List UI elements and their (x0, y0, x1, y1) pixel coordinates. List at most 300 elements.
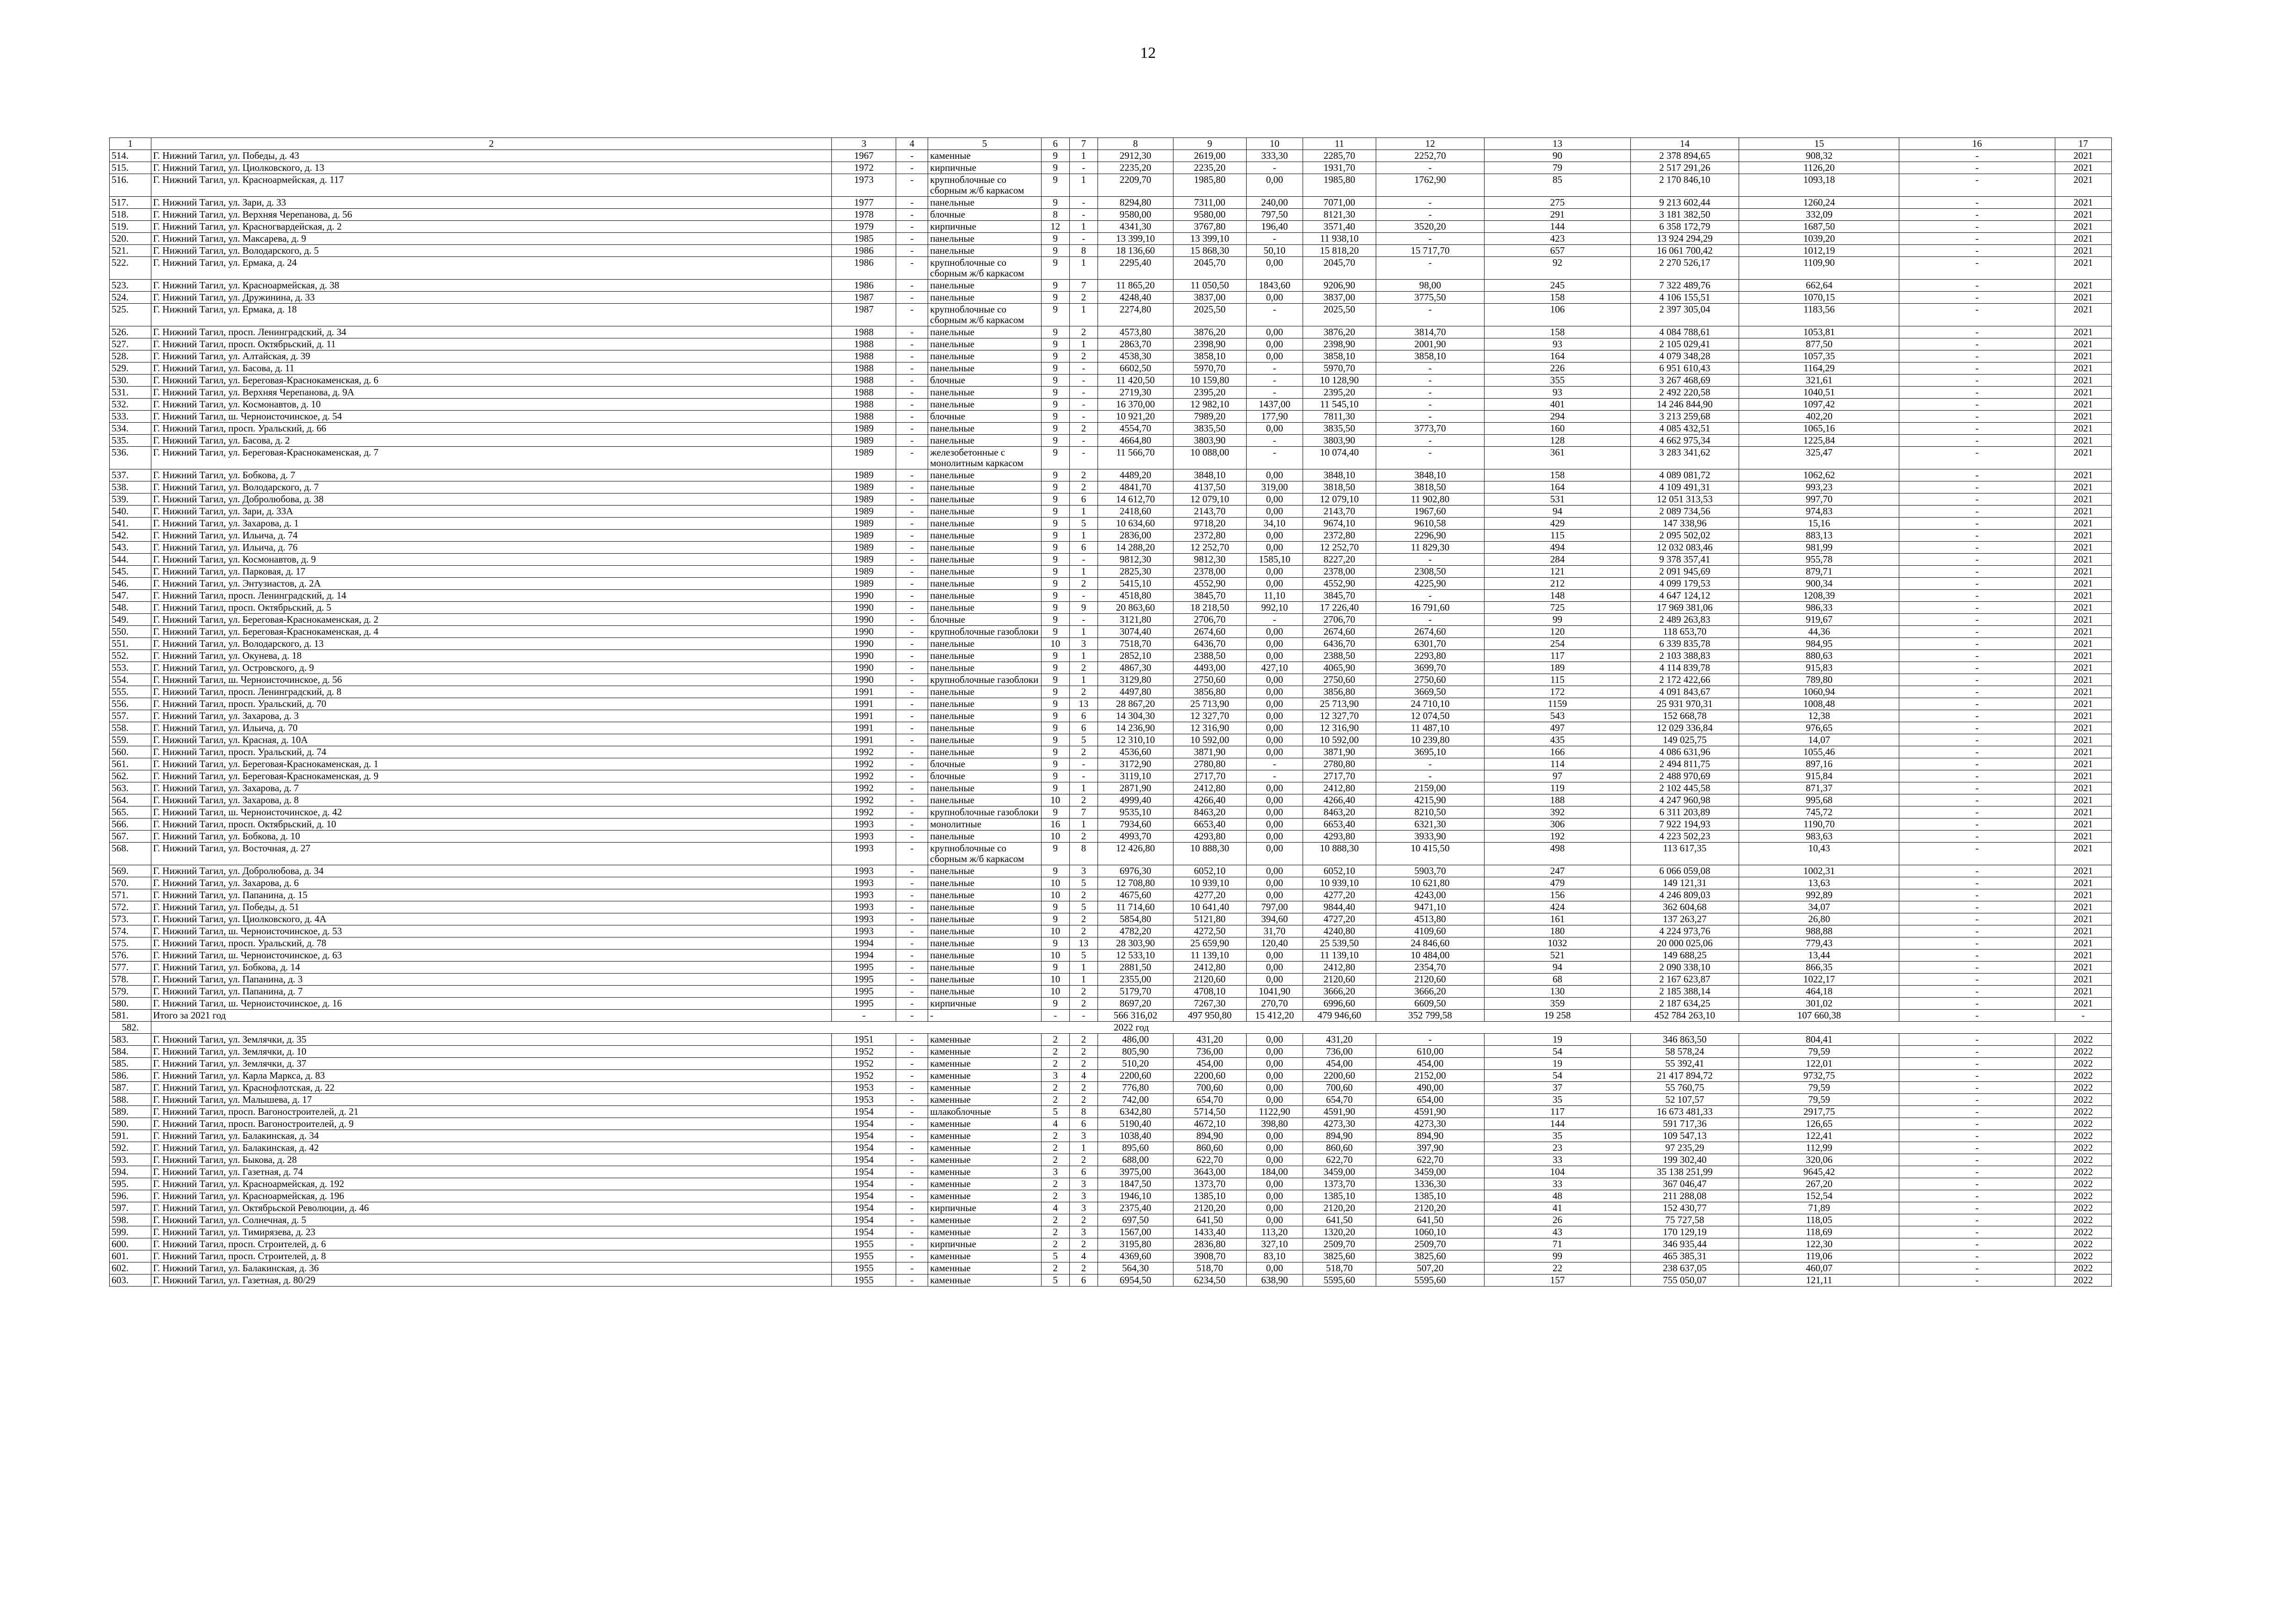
table-cell: 2021 (2055, 925, 2111, 937)
table-cell: 166 (1485, 746, 1631, 758)
table-cell: - (1899, 209, 2055, 221)
table-cell: 397,90 (1376, 1142, 1484, 1154)
table-cell: Г. Нижний Тагил, ул. Островского, д. 9 (151, 662, 832, 674)
table-cell: 9 (1041, 566, 1069, 578)
table-cell: 3 (1069, 865, 1098, 877)
table-cell: 23 (1485, 1142, 1631, 1154)
table-row (110, 998, 2112, 1010)
table-cell: 2780,80 (1303, 758, 1376, 770)
table-cell: 1687,50 (1739, 221, 1899, 233)
table-cell: 35 138 251,99 (1630, 1166, 1739, 1178)
table-cell: Г. Нижний Тагил, ул. Бобкова, д. 10 (151, 831, 832, 843)
table-cell: 4552,90 (1173, 578, 1246, 590)
table-cell: 5 (1069, 949, 1098, 962)
table-cell: - (1069, 614, 1098, 626)
table-cell: - (1899, 674, 2055, 686)
table-cell: 149 121,31 (1630, 877, 1739, 889)
table-cell: 359 (1485, 998, 1631, 1010)
table-cell: 2 (1069, 1214, 1098, 1226)
table-cell: 514. (110, 150, 151, 162)
table-cell: 2021 (2055, 423, 2111, 435)
table-cell: 75 727,58 (1630, 1214, 1739, 1226)
table-cell: 1955 (832, 1238, 896, 1250)
table-cell: 113 617,35 (1630, 843, 1739, 865)
table-cell: 4591,90 (1376, 1106, 1484, 1118)
table-cell: 1992 (832, 770, 896, 782)
table-cell: 2 (1069, 1034, 1098, 1046)
table-cell: - (1899, 435, 2055, 447)
table-cell: 571. (110, 889, 151, 901)
table-cell: 573. (110, 913, 151, 925)
table-cell: 519. (110, 221, 151, 233)
table-cell: Г. Нижний Тагил, ш. Черноисточинское, д. 54 (151, 411, 832, 423)
table-cell: 2 (1069, 1046, 1098, 1058)
table-cell: 1954 (832, 1106, 896, 1118)
table-cell: 3856,80 (1303, 686, 1376, 698)
table-cell: 2120,20 (1173, 1202, 1246, 1214)
table-cell: - (896, 937, 928, 949)
table-cell: 4243,00 (1376, 889, 1484, 901)
table-cell: - (896, 1142, 928, 1154)
table-cell: - (1899, 447, 2055, 469)
table-cell: 3837,00 (1303, 292, 1376, 304)
table-cell: 0,00 (1246, 338, 1303, 350)
table-cell: - (896, 1046, 928, 1058)
table-cell: 431,20 (1303, 1034, 1376, 1046)
table-cell: 1 (1069, 626, 1098, 638)
table-cell: 1990 (832, 614, 896, 626)
table-cell: 2398,90 (1173, 338, 1246, 350)
table-cell: 332,09 (1739, 209, 1899, 221)
table-cell: панельные (928, 542, 1041, 554)
table-cell: 15 717,70 (1376, 245, 1484, 257)
table-cell: 549. (110, 614, 151, 626)
table-cell: - (896, 722, 928, 734)
table-cell: 120,40 (1246, 937, 1303, 949)
table-cell: 0,00 (1246, 782, 1303, 794)
table-cell: 2021 (2055, 674, 2111, 686)
table-cell: 2021 (2055, 877, 2111, 889)
table-cell: кирпичные (928, 221, 1041, 233)
table-cell: 7 (1069, 280, 1098, 292)
table-cell: - (1899, 506, 2055, 518)
table-cell: 2 (1041, 1058, 1069, 1070)
table-cell: 128 (1485, 435, 1631, 447)
table-cell: 2 (1041, 1046, 1069, 1058)
table-row (110, 686, 2112, 698)
table-cell: 1986 (832, 280, 896, 292)
table-cell: 9 (1041, 962, 1069, 974)
table-cell: 1990 (832, 602, 896, 614)
table-cell: 2021 (2055, 435, 2111, 447)
table-cell: 3803,90 (1303, 435, 1376, 447)
table-cell: панельные (928, 469, 1041, 481)
table-cell: 33 (1485, 1154, 1631, 1166)
table-cell: 550. (110, 626, 151, 638)
table-cell: 1992 (832, 782, 896, 794)
table-cell: 25 713,90 (1173, 698, 1246, 710)
table-cell: 5854,80 (1098, 913, 1173, 925)
table-cell: 3459,00 (1303, 1166, 1376, 1178)
table-cell: Г. Нижний Тагил, ул. Красноармейская, д. 192 (151, 1178, 832, 1190)
table-cell: 2021 (2055, 686, 2111, 698)
table-cell: - (1069, 447, 1098, 469)
table-cell: крупноблочные со сборным ж/б каркасом (928, 843, 1041, 865)
table-cell: - (896, 1070, 928, 1082)
table-cell: 2 (1069, 326, 1098, 338)
table-cell: - (1899, 1058, 2055, 1070)
table-cell: Г. Нижний Тагил, ул. Бобкова, д. 14 (151, 962, 832, 974)
table-cell: 3908,70 (1173, 1250, 1246, 1262)
table-cell: 10 621,80 (1376, 877, 1484, 889)
table-cell: 2 270 526,17 (1630, 257, 1739, 280)
table-cell: 2022 (2055, 1178, 2111, 1190)
table-cell: 12 032 083,46 (1630, 542, 1739, 554)
table-cell: 3459,00 (1376, 1166, 1484, 1178)
table-cell: 9 (1041, 590, 1069, 602)
table-cell: 2021 (2055, 257, 2111, 280)
table-cell: панельные (928, 350, 1041, 362)
table-cell: 1208,39 (1739, 590, 1899, 602)
table-cell: 3129,80 (1098, 674, 1173, 686)
table-cell: 16 673 481,33 (1630, 1106, 1739, 1118)
table-cell: 544. (110, 554, 151, 566)
table-cell: 2021 (2055, 411, 2111, 423)
table-cell: 34,10 (1246, 518, 1303, 530)
table-cell: 1 (1069, 174, 1098, 197)
table-cell: 0,00 (1246, 493, 1303, 506)
table-cell: 546. (110, 578, 151, 590)
table-cell: панельные (928, 949, 1041, 962)
table-cell: Г. Нижний Тагил, ул. Ермака, д. 24 (151, 257, 832, 280)
table-cell: Г. Нижний Тагил, ул. Победы, д. 43 (151, 150, 832, 162)
table-cell: 10 (1041, 794, 1069, 806)
table-cell: 2021 (2055, 962, 2111, 974)
table-cell: 16 791,60 (1376, 602, 1484, 614)
table-cell: Г. Нижний Тагил, ул. Землячки, д. 37 (151, 1058, 832, 1070)
table-cell: 26,80 (1739, 913, 1899, 925)
table-cell: 71,89 (1739, 1202, 1899, 1214)
table-cell: 9 (1041, 257, 1069, 280)
table-cell: 5 (1069, 734, 1098, 746)
table-cell: крупноблочные со сборным ж/б каркасом (928, 304, 1041, 326)
table-row (110, 469, 2112, 481)
table-cell: 2021 (2055, 974, 2111, 986)
table-cell: 0,00 (1246, 1154, 1303, 1166)
table-cell: 2917,75 (1739, 1106, 1899, 1118)
table-cell: - (1899, 901, 2055, 913)
table-row (110, 986, 2112, 998)
table-cell: 479 946,60 (1303, 1010, 1376, 1022)
table-cell: 551. (110, 638, 151, 650)
table-cell: - (1899, 746, 2055, 758)
table-cell: 1008,48 (1739, 698, 1899, 710)
table-cell: 2308,50 (1376, 566, 1484, 578)
table-cell: 4493,00 (1173, 662, 1246, 674)
table-cell: Г. Нижний Тагил, ул. Малышева, д. 17 (151, 1094, 832, 1106)
table-cell: 3666,20 (1303, 986, 1376, 998)
table-cell: 0,00 (1246, 962, 1303, 974)
table-cell: 2 (1069, 831, 1098, 843)
table-cell: 12 029 336,84 (1630, 722, 1739, 734)
table-cell: 560. (110, 746, 151, 758)
table-cell: Г. Нижний Тагил, ул. Солнечная, д. 5 (151, 1214, 832, 1226)
table-cell: 7 322 489,76 (1630, 280, 1739, 292)
table-cell: 654,70 (1173, 1094, 1246, 1106)
table-cell: - (896, 925, 928, 937)
table-cell: 490,00 (1376, 1082, 1484, 1094)
table-cell: - (1899, 590, 2055, 602)
table-cell: 0,00 (1246, 698, 1303, 710)
table-cell: 0,00 (1246, 638, 1303, 650)
table-row (110, 162, 2112, 174)
table-cell: 993,23 (1739, 481, 1899, 493)
table-cell: Г. Нижний Тагил, просп. Вагоностроителей, д. 9 (151, 1118, 832, 1130)
table-cell: 9 (1041, 998, 1069, 1010)
table-cell: панельные (928, 362, 1041, 375)
table-cell: 20 000 025,06 (1630, 937, 1739, 949)
table-cell: 586. (110, 1070, 151, 1082)
table-cell: 2 167 623,87 (1630, 974, 1739, 986)
table-cell: 3 (1069, 1178, 1098, 1190)
table-cell: - (1899, 197, 2055, 209)
table-cell: 2 (1069, 350, 1098, 362)
table-cell: 2 378 894,65 (1630, 150, 1739, 162)
table-cell: - (896, 245, 928, 257)
table-cell: 15,16 (1739, 518, 1899, 530)
table-cell: 3933,90 (1376, 831, 1484, 843)
table-cell: 0,00 (1246, 292, 1303, 304)
table-cell: - (1899, 1202, 2055, 1214)
table-cell: 584. (110, 1046, 151, 1058)
table-cell: 2021 (2055, 794, 2111, 806)
table-cell: 4672,10 (1173, 1118, 1246, 1130)
table-cell: 1385,10 (1303, 1190, 1376, 1202)
table-cell: - (1069, 162, 1098, 174)
table-cell: - (1376, 162, 1484, 174)
table-row (110, 1250, 2112, 1262)
table-cell: 1993 (832, 831, 896, 843)
table-cell: 3571,40 (1303, 221, 1376, 233)
table-cell: 10 415,50 (1376, 843, 1484, 865)
table-cell: каменные (928, 1058, 1041, 1070)
table-cell: 119 (1485, 782, 1631, 794)
table-cell: - (896, 974, 928, 986)
table-cell: 9 (1041, 411, 1069, 423)
table-cell: 4591,90 (1303, 1106, 1376, 1118)
table-cell: 149 688,25 (1630, 949, 1739, 962)
table-cell: 4552,90 (1303, 578, 1376, 590)
table-cell: - (1899, 411, 2055, 423)
table-cell: 545. (110, 566, 151, 578)
table-cell: 361 (1485, 447, 1631, 469)
table-cell: 0,00 (1246, 889, 1303, 901)
table-cell: 429 (1485, 518, 1631, 530)
table-cell: 9 (1041, 806, 1069, 818)
table-cell: 99 (1485, 614, 1631, 626)
table-cell: 554. (110, 674, 151, 686)
table-cell: 3699,70 (1376, 662, 1484, 674)
table-cell: 2022 (2055, 1154, 2111, 1166)
table-cell: 1992 (832, 794, 896, 806)
table-row (110, 245, 2112, 257)
table-cell: 4 (1069, 1070, 1098, 1082)
table-cell: 2021 (2055, 362, 2111, 375)
table-cell: - (896, 865, 928, 877)
table-cell: 2001,90 (1376, 338, 1484, 350)
table-cell: 1 (1069, 221, 1098, 233)
table-cell: панельные (928, 986, 1041, 998)
table-cell: панельные (928, 831, 1041, 843)
table-cell: 6 311 203,89 (1630, 806, 1739, 818)
table-row (110, 1130, 2112, 1142)
table-cell: 4293,80 (1303, 831, 1376, 843)
table-cell: 3 (1069, 1190, 1098, 1202)
table-row (110, 174, 2112, 197)
table-cell: 454,00 (1173, 1058, 1246, 1070)
table-row (110, 865, 2112, 877)
table-cell: 1946,10 (1098, 1190, 1173, 1202)
table-row (110, 566, 2112, 578)
table-cell: Г. Нижний Тагил, ул. Береговая-Краснокаменская, д. 2 (151, 614, 832, 626)
table-cell: 0,00 (1246, 674, 1303, 686)
table-cell: 3669,50 (1376, 686, 1484, 698)
table-cell: - (1899, 1154, 2055, 1166)
table-cell: - (896, 280, 928, 292)
table-cell: 534. (110, 423, 151, 435)
table-cell: 4 647 124,12 (1630, 590, 1739, 602)
table-cell: 2375,40 (1098, 1202, 1173, 1214)
table-cell: 3773,70 (1376, 423, 1484, 435)
table-cell: - (1246, 758, 1303, 770)
table-cell: - (1899, 304, 2055, 326)
table-cell: 6052,10 (1303, 865, 1376, 877)
table-cell: - (896, 1034, 928, 1046)
table-cell: - (896, 686, 928, 698)
table-cell: - (1069, 399, 1098, 411)
table-cell: 535. (110, 435, 151, 447)
table-cell: 11 487,10 (1376, 722, 1484, 734)
table-cell: 5970,70 (1173, 362, 1246, 375)
table-cell: 9 (1069, 602, 1098, 614)
table-cell: - (896, 375, 928, 387)
table-cell: Г. Нижний Тагил, ул. Ильича, д. 74 (151, 530, 832, 542)
table-cell: 1955 (832, 1262, 896, 1274)
table-cell: - (896, 292, 928, 304)
table-cell: Г. Нижний Тагил, ул. Землячки, д. 35 (151, 1034, 832, 1046)
table-cell: 1065,16 (1739, 423, 1899, 435)
table-cell: 2120,60 (1376, 974, 1484, 986)
table-cell: 2021 (2055, 650, 2111, 662)
table-cell: 6 951 610,43 (1630, 362, 1739, 375)
table-cell: 352 799,58 (1376, 1010, 1484, 1022)
table-cell: Г. Нижний Тагил, ул. Зари, д. 33А (151, 506, 832, 518)
table-cell: 43 (1485, 1226, 1631, 1238)
table-cell: - (1899, 245, 2055, 257)
table-cell: 2022 (2055, 1046, 2111, 1058)
table-cell: 71 (1485, 1238, 1631, 1250)
table-cell: 2021 (2055, 937, 2111, 949)
table-cell: 2 (1069, 578, 1098, 590)
table-cell: Г. Нижний Тагил, ул. Окунева, д. 18 (151, 650, 832, 662)
table-cell: 10 888,30 (1303, 843, 1376, 865)
table-cell: шлакоблочные (928, 1106, 1041, 1118)
table-cell: 25 713,90 (1303, 698, 1376, 710)
table-cell: 177,90 (1246, 411, 1303, 423)
table-cell: 452 784 263,10 (1630, 1010, 1739, 1022)
table-cell: 2022 (2055, 1094, 2111, 1106)
table-cell: 871,37 (1739, 782, 1899, 794)
table-cell: 3876,20 (1173, 326, 1246, 338)
table-cell: кирпичные (928, 998, 1041, 1010)
table-cell: 2045,70 (1173, 257, 1246, 280)
table-cell: 566. (110, 818, 151, 831)
table-row (110, 399, 2112, 411)
table-cell: 530. (110, 375, 151, 387)
table-cell: 536. (110, 447, 151, 469)
table-cell: Г. Нижний Тагил, ул. Зари, д. 33 (151, 197, 832, 209)
table-cell: 0,00 (1246, 1262, 1303, 1274)
table-cell: 1993 (832, 925, 896, 937)
table-cell: 156 (1485, 889, 1631, 901)
table-cell: панельные (928, 197, 1041, 209)
table-row (110, 1094, 2112, 1106)
table-cell: - (1899, 162, 2055, 174)
table-cell: 3825,60 (1303, 1250, 1376, 1262)
table-cell: 12 074,50 (1376, 710, 1484, 722)
table-cell: Г. Нижний Тагил, ул. Балакинская, д. 42 (151, 1142, 832, 1154)
header-cell: 2 (151, 138, 832, 150)
table-cell: 540. (110, 506, 151, 518)
table-cell: - (1899, 350, 2055, 362)
table-cell: - (1899, 698, 2055, 710)
table-cell: 284 (1485, 554, 1631, 566)
table-cell: 13 (1069, 698, 1098, 710)
table-cell: 1 (1069, 530, 1098, 542)
table-cell: 2021 (2055, 554, 2111, 566)
table-cell: 797,50 (1246, 209, 1303, 221)
table-cell: 24 710,10 (1376, 698, 1484, 710)
table-cell: - (896, 614, 928, 626)
table-cell: - (1899, 1190, 2055, 1202)
table-cell: 4675,60 (1098, 889, 1173, 901)
table-cell: - (832, 1010, 896, 1022)
table-cell: - (1069, 233, 1098, 245)
table-cell: 543. (110, 542, 151, 554)
table-row (110, 423, 2112, 435)
table-cell: 9 (1041, 686, 1069, 698)
table-cell: 2 (1041, 1178, 1069, 1190)
table-cell: 6 339 835,78 (1630, 638, 1739, 650)
table-cell: 2021 (2055, 662, 2111, 674)
table-cell: - (896, 949, 928, 962)
table-cell: 0,00 (1246, 806, 1303, 818)
table-cell: 1039,20 (1739, 233, 1899, 245)
table-cell: 574. (110, 925, 151, 937)
table-cell: 9718,20 (1173, 518, 1246, 530)
table-cell: 6602,50 (1098, 362, 1173, 375)
table-cell: 2021 (2055, 350, 2111, 362)
table-cell: панельные (928, 566, 1041, 578)
table-cell: панельные (928, 974, 1041, 986)
table-cell: 9 (1041, 350, 1069, 362)
table-cell: 152,54 (1739, 1190, 1899, 1202)
table-cell: 517. (110, 197, 151, 209)
table-cell: панельные (928, 913, 1041, 925)
table-cell: 2022 (2055, 1226, 2111, 1238)
table-cell: 9 (1041, 338, 1069, 350)
table-cell: 4 224 973,76 (1630, 925, 1739, 937)
